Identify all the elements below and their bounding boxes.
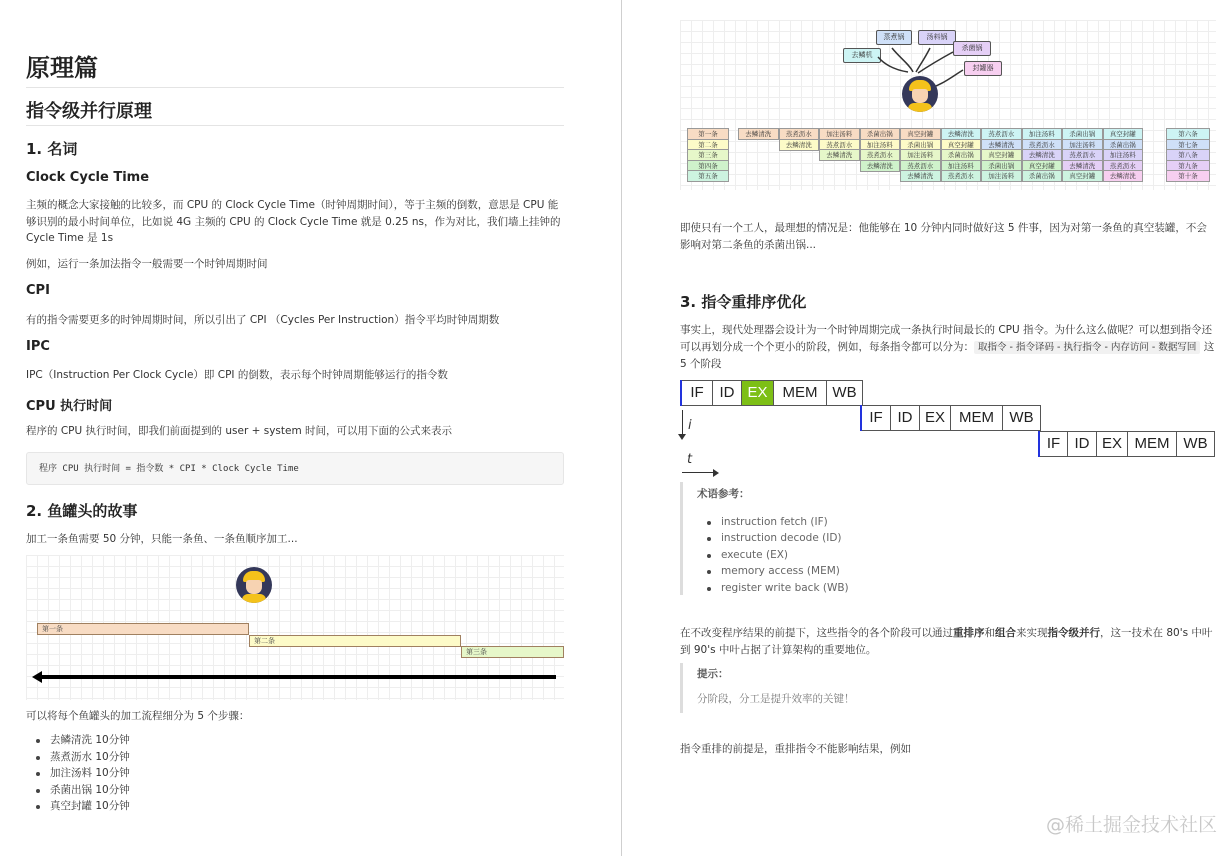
step-cell: 真空封罐: [1103, 128, 1144, 140]
step-cell: 杀菌出锅: [1103, 139, 1144, 151]
step-cell: 加注汤料: [981, 170, 1022, 182]
list-item: memory access (MEM): [697, 563, 1216, 580]
stage-mem: MEM: [951, 405, 1003, 431]
fish-bar: 第三条: [461, 646, 564, 658]
fish-label: 第五条: [687, 170, 729, 182]
step-cell: 真空封罐: [981, 149, 1022, 161]
step-cell: 加注汤料: [1103, 149, 1144, 161]
paragraph: 主频的概念大家接触的比较多，而 CPU 的 Clock Cycle Time（时钟周期时间），等于主频的倒数，意思是 CPU 能够识别的最小时间单位，比如说 4G 主频的 CPU 的 Clock Cycle Time 就是 0.25 ns，作为对比，我们墙上挂钟的 Cycle Time 是 1s: [26, 199, 561, 244]
axis-label-i: i: [688, 418, 692, 433]
paragraph: IPC（Instruction Per Clock Cycle）即 CPI 的倒数，表示每个时钟周期能够运行的指令数: [26, 369, 448, 381]
fish-label: 第一条: [687, 128, 729, 140]
paragraph: 有的指令需要更多的时钟周期时间，所以引出了 CPI （Cycles Per Instruction）指令平均时钟周期数: [26, 314, 500, 326]
paragraph: [680, 322, 1216, 373]
bold-text: 组合: [995, 627, 1016, 639]
step-cell: 蒸煮沥水: [819, 139, 860, 151]
fish-label: 第十条: [1166, 170, 1210, 182]
arrow-right-icon: [713, 469, 719, 477]
bold-text: 重排序: [953, 627, 985, 639]
step-cell: 加注汤料: [941, 160, 982, 172]
i-axis: [682, 410, 683, 436]
fish-label: 第二条: [687, 139, 729, 151]
step-cell: 杀菌出锅: [941, 149, 982, 161]
paragraph: 加工一条鱼需要 50 分钟，只能一条鱼、一条鱼顺序加工...: [26, 533, 298, 545]
fish-label: 第八条: [1166, 149, 1210, 161]
arrow-head-icon: [32, 671, 42, 683]
tool-box: 去鳞机: [843, 48, 881, 63]
text: ，这一技术在 80's 中叶到 90's 中叶占据了计算架构的重要地位。: [680, 627, 1213, 656]
list-item: instruction fetch (IF): [697, 514, 1216, 531]
list-item: execute (EX): [697, 547, 1216, 564]
stage-wb: WB: [827, 380, 863, 406]
step-cell: 加注汤料: [1062, 139, 1103, 151]
stage-mem: MEM: [774, 380, 827, 406]
step-cell: 蒸煮沥水: [779, 128, 820, 140]
fish-label: 第三条: [687, 149, 729, 161]
fish-label: 第四条: [687, 160, 729, 172]
heading-clock-cycle-time: Clock Cycle Time: [26, 170, 150, 185]
fish-label: 第九条: [1166, 160, 1210, 172]
step-cell: 蒸煮沥水: [860, 149, 901, 161]
paragraph: 可以将每个鱼罐头的加工流程细分为 5 个步骤：: [26, 710, 250, 722]
step-cell: 去鳞清洗: [860, 160, 901, 172]
page-divider: [621, 0, 622, 856]
stage-id: ID: [713, 380, 742, 406]
worker-avatar: [236, 567, 272, 603]
watermark: @稀土掘金技术社区: [1046, 814, 1218, 836]
step-cell: 蒸煮沥水: [1062, 149, 1103, 161]
step-cell: 加注汤料: [860, 139, 901, 151]
text: 这 5 个阶段: [680, 340, 1215, 370]
step-cell: 真空封罐: [1022, 160, 1063, 172]
stage-mem: MEM: [1128, 431, 1177, 457]
step-cell: 去鳞清洗: [738, 128, 779, 140]
axis-label-t: t: [687, 452, 693, 467]
tool-box: 汤料锅: [918, 30, 956, 45]
stage-if: IF: [1040, 431, 1068, 457]
pipeline-row-1: [680, 380, 863, 406]
section-title: 指令级并行原理: [26, 101, 152, 122]
paragraph: 指令重排的前提是，重排指令不能影响结果，例如: [680, 743, 911, 755]
step-cell: 蒸煮沥水: [941, 170, 982, 182]
text: 来实现: [1016, 627, 1048, 639]
heading-terms: 1. 名词: [26, 140, 78, 158]
t-axis: [682, 472, 714, 473]
step-cell: 杀菌出锅: [1022, 170, 1063, 182]
list-item: instruction decode (ID): [697, 530, 1216, 547]
text: 在不改变程序结果的前提下，这些指令的各个阶段可以通过: [680, 627, 953, 639]
heading-fish-story: 2. 鱼罐头的故事: [26, 502, 138, 520]
stage-ex: EX: [920, 405, 951, 431]
step-cell: 加注汤料: [900, 149, 941, 161]
terms-blockquote: [680, 482, 1216, 595]
step-cell: 去鳞清洗: [981, 139, 1022, 151]
divider: [26, 87, 564, 88]
terms-list: [697, 514, 1216, 597]
step-cell: 杀菌出锅: [900, 139, 941, 151]
arrow-down-icon: [678, 434, 686, 440]
stage-if: IF: [862, 405, 891, 431]
list-item: 去鳞清洗 10分钟: [26, 732, 130, 749]
text: 事实上，现代处理器会设计为一个时钟周期完成一条执行时间最长的 CPU 指令。为什么这么做呢？可以想到指令还可以再划分成一个个更小的阶段，例如，每条指令都可以分为：: [680, 324, 1213, 353]
step-cell: 杀菌出锅: [1062, 128, 1103, 140]
paragraph: 即使只有一个工人，最理想的情况是：他能够在 10 分钟内同时做好这 5 件事，因为对第一条鱼的真空装罐，不会影响对第二条鱼的杀菌出锅...: [680, 222, 1207, 251]
page-title: 原理篇: [26, 54, 98, 82]
tip-title: 提示：: [697, 668, 729, 680]
list-item: 蒸煮沥水 10分钟: [26, 749, 130, 766]
step-cell: 去鳞清洗: [941, 128, 982, 140]
inline-code: 取指令 - 指令译码 - 执行指令 - 内存访问 - 数据写回: [974, 341, 1200, 354]
step-cell: 去鳞清洗: [1062, 160, 1103, 172]
list-item: register write back (WB): [697, 580, 1216, 597]
pipeline-row-3: [1038, 431, 1215, 457]
step-cell: 蒸煮沥水: [1022, 139, 1063, 151]
list-item: 杀菌出锅 10分钟: [26, 782, 130, 799]
fish-label: 第七条: [1166, 139, 1210, 151]
step-cell: 去鳞清洗: [779, 139, 820, 151]
step-cell: 蒸煮沥水: [900, 160, 941, 172]
fish-bar: 第二条: [249, 635, 461, 647]
stage-wb: WB: [1177, 431, 1215, 457]
stage-ex: EX: [742, 380, 774, 406]
heading-ipc: IPC: [26, 339, 50, 354]
stage-id: ID: [1068, 431, 1097, 457]
divider: [26, 125, 564, 126]
code-block: 程序 CPU 执行时间 = 指令数 * CPI * Clock Cycle Time: [26, 452, 564, 485]
paragraph: [680, 625, 1216, 658]
stage-ex: EX: [1097, 431, 1128, 457]
tip-blockquote: [680, 663, 1216, 713]
stage-id: ID: [891, 405, 920, 431]
heading-cpu-time: CPU 执行时间: [26, 399, 113, 414]
stage-wb: WB: [1003, 405, 1041, 431]
arrows: [680, 20, 1216, 120]
text: 和: [984, 627, 995, 639]
step-cell: 加注汤料: [819, 128, 860, 140]
worker-avatar: [902, 76, 938, 112]
step-cell: 加注汤料: [1022, 128, 1063, 140]
tool-box: 蒸煮锅: [876, 30, 912, 45]
step-cell: 蒸煮沥水: [1103, 160, 1144, 172]
step-cell: 蒸煮沥水: [981, 128, 1022, 140]
step-cell: 杀菌出锅: [981, 160, 1022, 172]
step-cell: 真空封罐: [900, 128, 941, 140]
tool-box: 封罐器: [964, 61, 1002, 76]
pipeline-row-2: [860, 405, 1041, 431]
fish-label: 第六条: [1166, 128, 1210, 140]
fish-bar: 第一条: [37, 623, 249, 635]
tip-text: 分阶段，分工是提升效率的关键！: [697, 692, 855, 705]
terms-title: 术语参考：: [697, 488, 750, 500]
time-arrow: [40, 675, 556, 679]
step-cell: 杀菌出锅: [860, 128, 901, 140]
pipelined-fish-diagram: [680, 20, 1216, 190]
list-item: 加注汤料 10分钟: [26, 765, 130, 782]
bold-text: 指令级并行: [1047, 627, 1100, 639]
steps-list: [26, 732, 130, 815]
tool-box: 杀菌锅: [953, 41, 991, 56]
list-item: 真空封罐 10分钟: [26, 798, 130, 815]
step-cell: 去鳞清洗: [819, 149, 860, 161]
sequential-diagram: [26, 555, 564, 700]
stage-if: IF: [682, 380, 713, 406]
heading-cpi: CPI: [26, 283, 50, 298]
paragraph: 程序的 CPU 执行时间，即我们前面提到的 user + system 时间，可以用下面的公式来表示: [26, 425, 453, 437]
step-cell: 真空封罐: [941, 139, 982, 151]
step-cell: 去鳞清洗: [1022, 149, 1063, 161]
step-cell: 真空封罐: [1062, 170, 1103, 182]
heading-reorder: 3. 指令重排序优化: [680, 293, 807, 311]
step-cell: 去鳞清洗: [900, 170, 941, 182]
step-cell: 去鳞清洗: [1103, 170, 1144, 182]
paragraph: 例如，运行一条加法指令一般需要一个时钟周期时间: [26, 258, 268, 270]
